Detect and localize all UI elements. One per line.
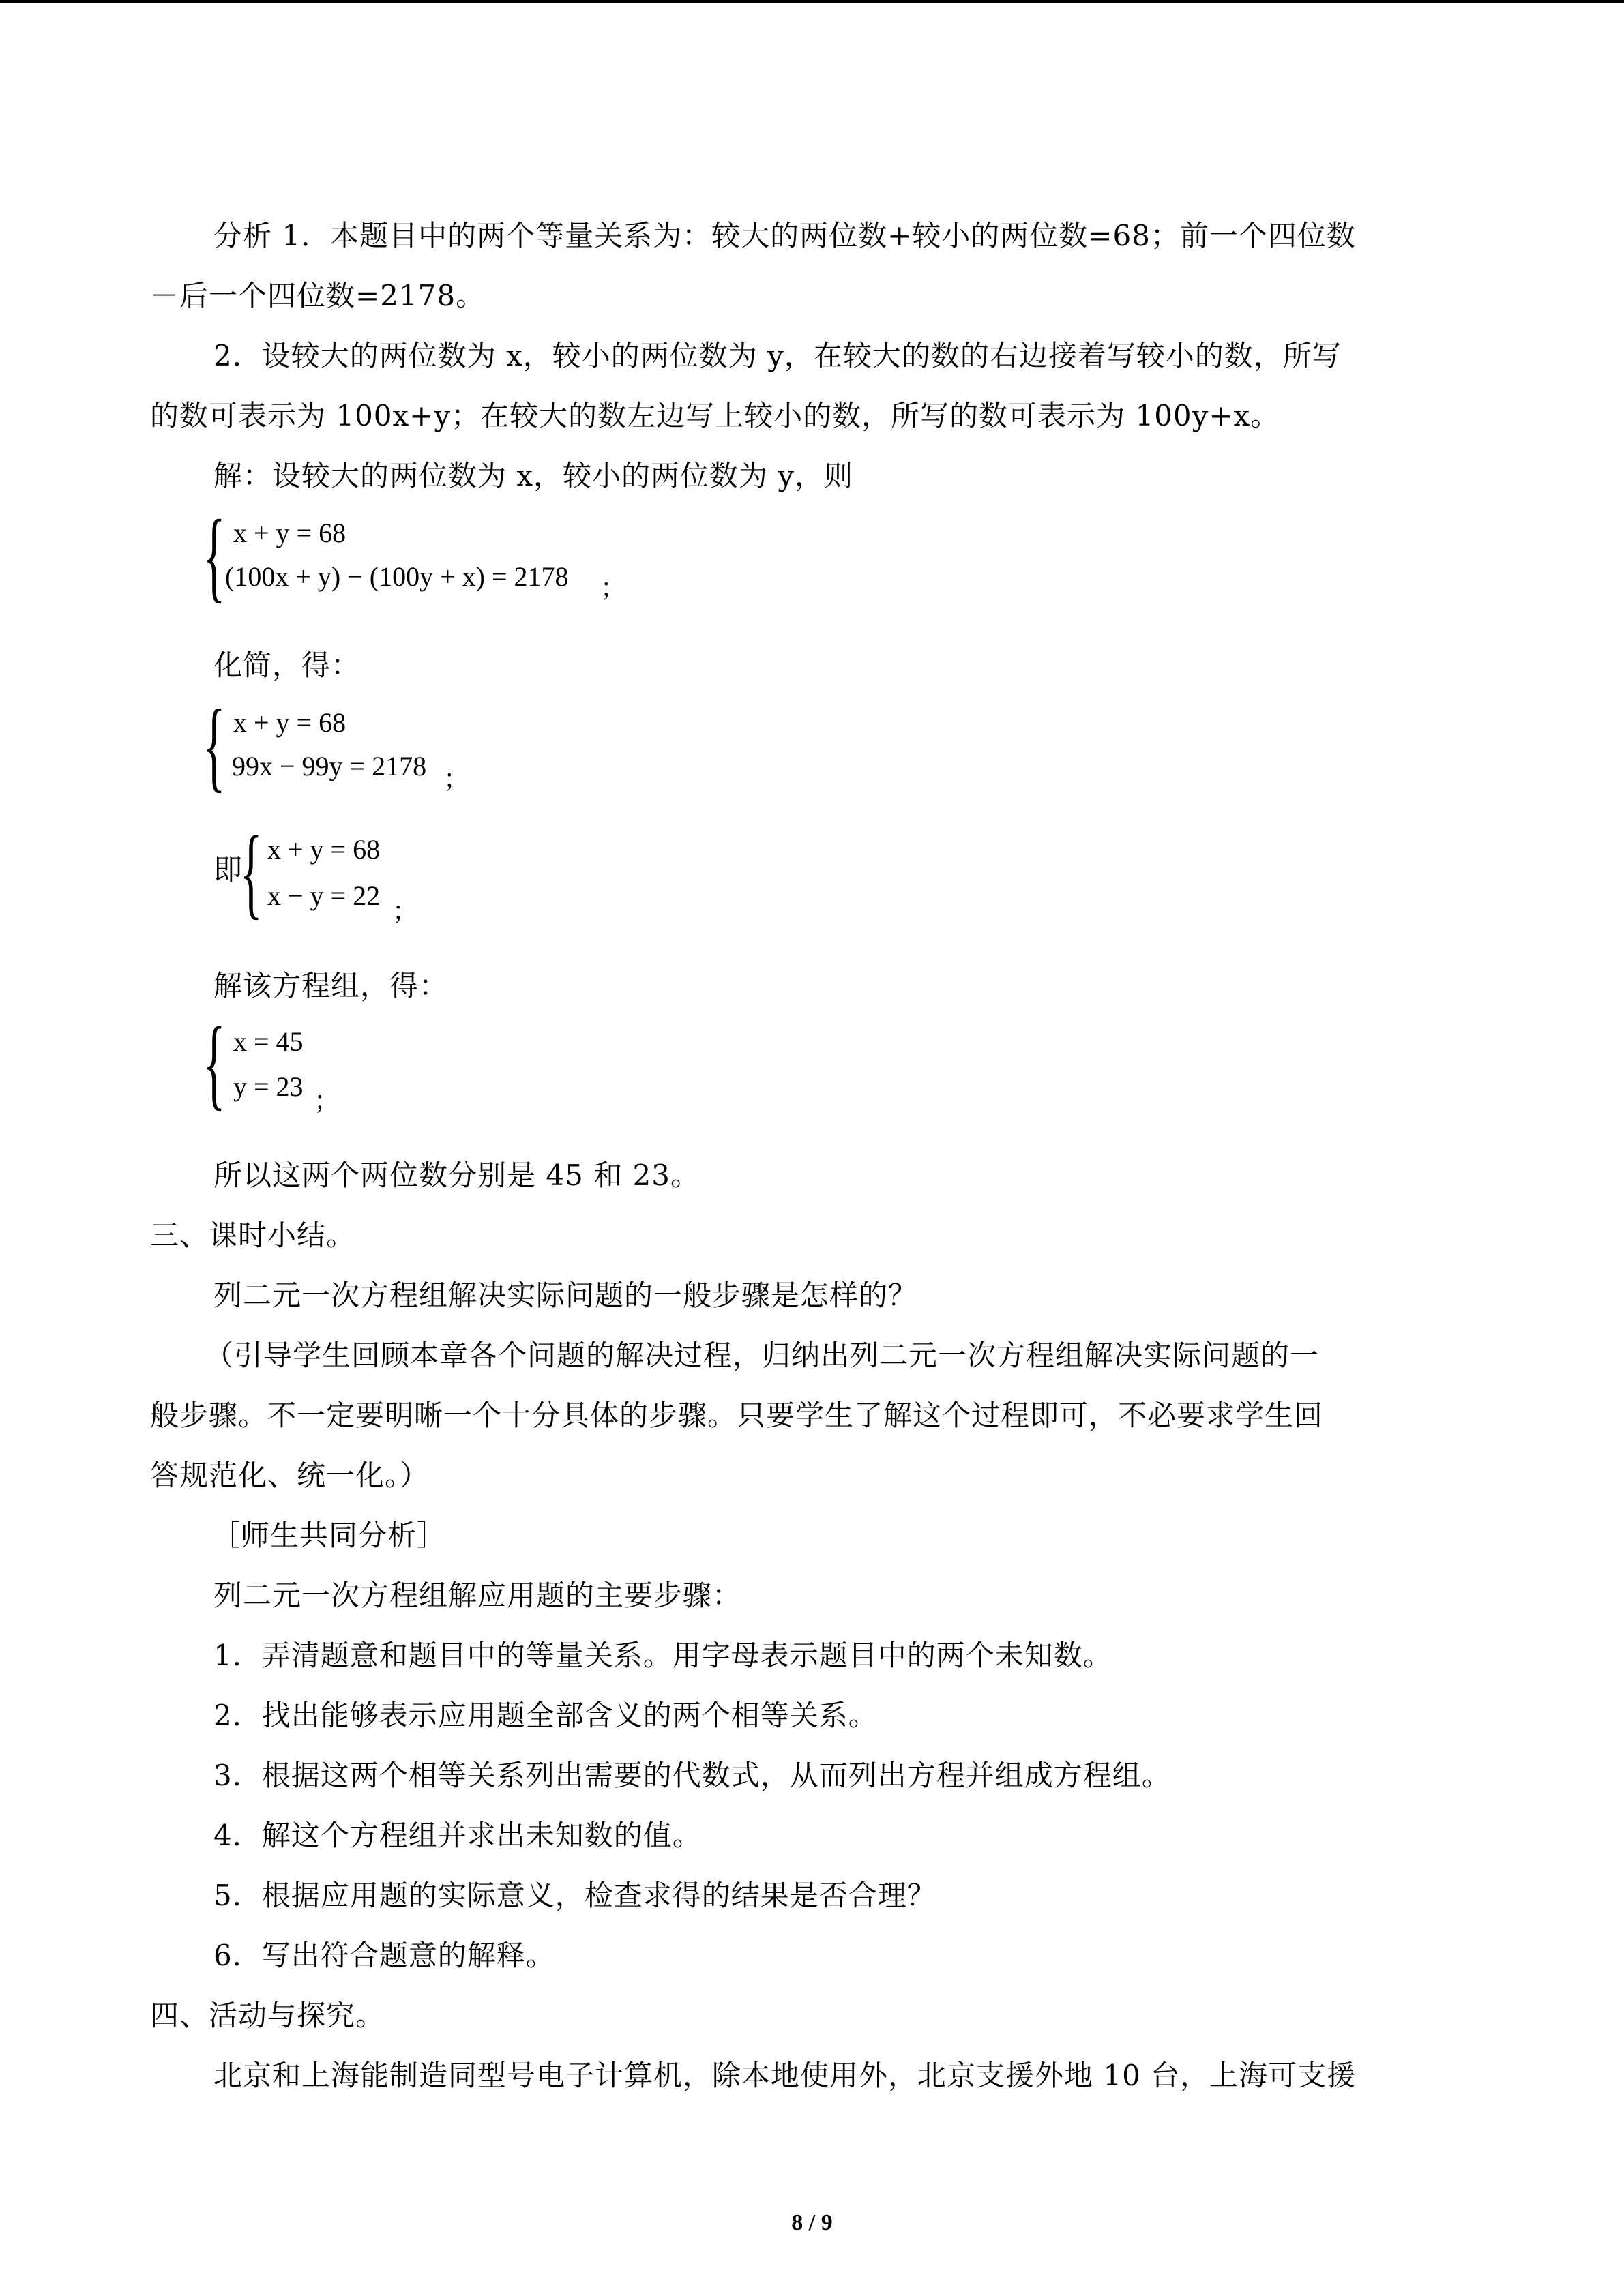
- section-3-question: 列二元一次方程组解决实际问题的一般步骤是怎样的？: [213, 1279, 918, 1312]
- guidance-line-2: 般步骤。不一定要明晰一个十分具体的步骤。只要学生了解这个过程即可，不必要求学生回: [150, 1399, 1324, 1432]
- joint-analysis-label: ［师生共同分析］: [211, 1519, 447, 1552]
- step-1: 1．弄清题意和题目中的等量关系。用字母表示题目中的两个未知数。: [213, 1639, 1112, 1672]
- answer-line: 所以这两个两位数分别是 45 和 23。: [213, 1159, 700, 1192]
- top-rule: [0, 0, 1624, 3]
- guidance-line-1: （引导学生回顾本章各个问题的解决过程，归纳出列二元一次方程组解决实际问题的一: [205, 1339, 1320, 1372]
- system-2-eq1: x + y = 68: [233, 707, 346, 738]
- system-3-eq2: x − y = 22: [267, 880, 381, 911]
- solution-intro: 解：设较大的两位数为 x，较小的两位数为 y，则: [213, 459, 854, 492]
- system-4-eq2: y = 23: [233, 1071, 304, 1102]
- step-3: 3．根据这两个相等关系列出需要的代数式，从而列出方程并组成方程组。: [213, 1759, 1171, 1792]
- system-4-eq1: x = 45: [233, 1026, 304, 1057]
- analysis-line-2: －后一个四位数=2178。: [150, 279, 486, 312]
- steps-heading: 列二元一次方程组解应用题的主要步骤：: [213, 1579, 742, 1612]
- section-4-heading: 四、活动与探究。: [150, 1999, 385, 2032]
- system-3-brace: {: [240, 816, 263, 929]
- analysis-line-4: 的数可表示为 100x+y；在较大的数左边写上较小的数，所写的数可表示为 100y+x。: [150, 399, 1280, 432]
- section-3-heading: 三、课时小结。: [150, 1219, 356, 1252]
- system-2-eq2: 99x − 99y = 2178: [232, 751, 427, 781]
- guidance-line-3: 答规范化、统一化。）: [150, 1459, 430, 1492]
- analysis-line-3: 2．设较大的两位数为 x，较小的两位数为 y，在较大的数的右边接着写较小的数，所写: [213, 339, 1342, 372]
- step-4: 4．解这个方程组并求出未知数的值。: [213, 1819, 702, 1852]
- activity-line-1: 北京和上海能制造同型号电子计算机，除本地使用外，北京支援外地 10 台，上海可支援: [213, 2059, 1357, 2092]
- system-2-brace: {: [203, 689, 226, 802]
- page-number: 8 / 9: [791, 2210, 833, 2235]
- system-3-end: ；: [392, 896, 419, 926]
- system-1-brace: {: [203, 499, 226, 612]
- solve-label: 解该方程组，得：: [213, 969, 449, 1002]
- system-4-end: ；: [314, 1086, 340, 1116]
- system-3-eq1: x + y = 68: [267, 834, 381, 865]
- system-4-brace: {: [203, 1007, 226, 1120]
- system-1-end: ；: [600, 573, 627, 603]
- step-2: 2．找出能够表示应用题全部含义的两个相等关系。: [213, 1699, 878, 1732]
- system-3-prefix: 即: [213, 853, 243, 886]
- simplify-label: 化简，得：: [213, 648, 361, 682]
- system-1-eq2: (100x + y) − (100y + x) = 2178: [225, 561, 569, 592]
- step-6: 6．写出符合题意的解释。: [213, 1939, 555, 1972]
- system-1-eq1: x + y = 68: [233, 518, 346, 548]
- step-5: 5．根据应用题的实际意义，检查求得的结果是否合理？: [213, 1879, 936, 1912]
- analysis-line-1: 分析 1．本题目中的两个等量关系为：较大的两位数+较小的两位数=68；前一个四位数: [213, 219, 1356, 252]
- system-2-end: ；: [443, 764, 470, 794]
